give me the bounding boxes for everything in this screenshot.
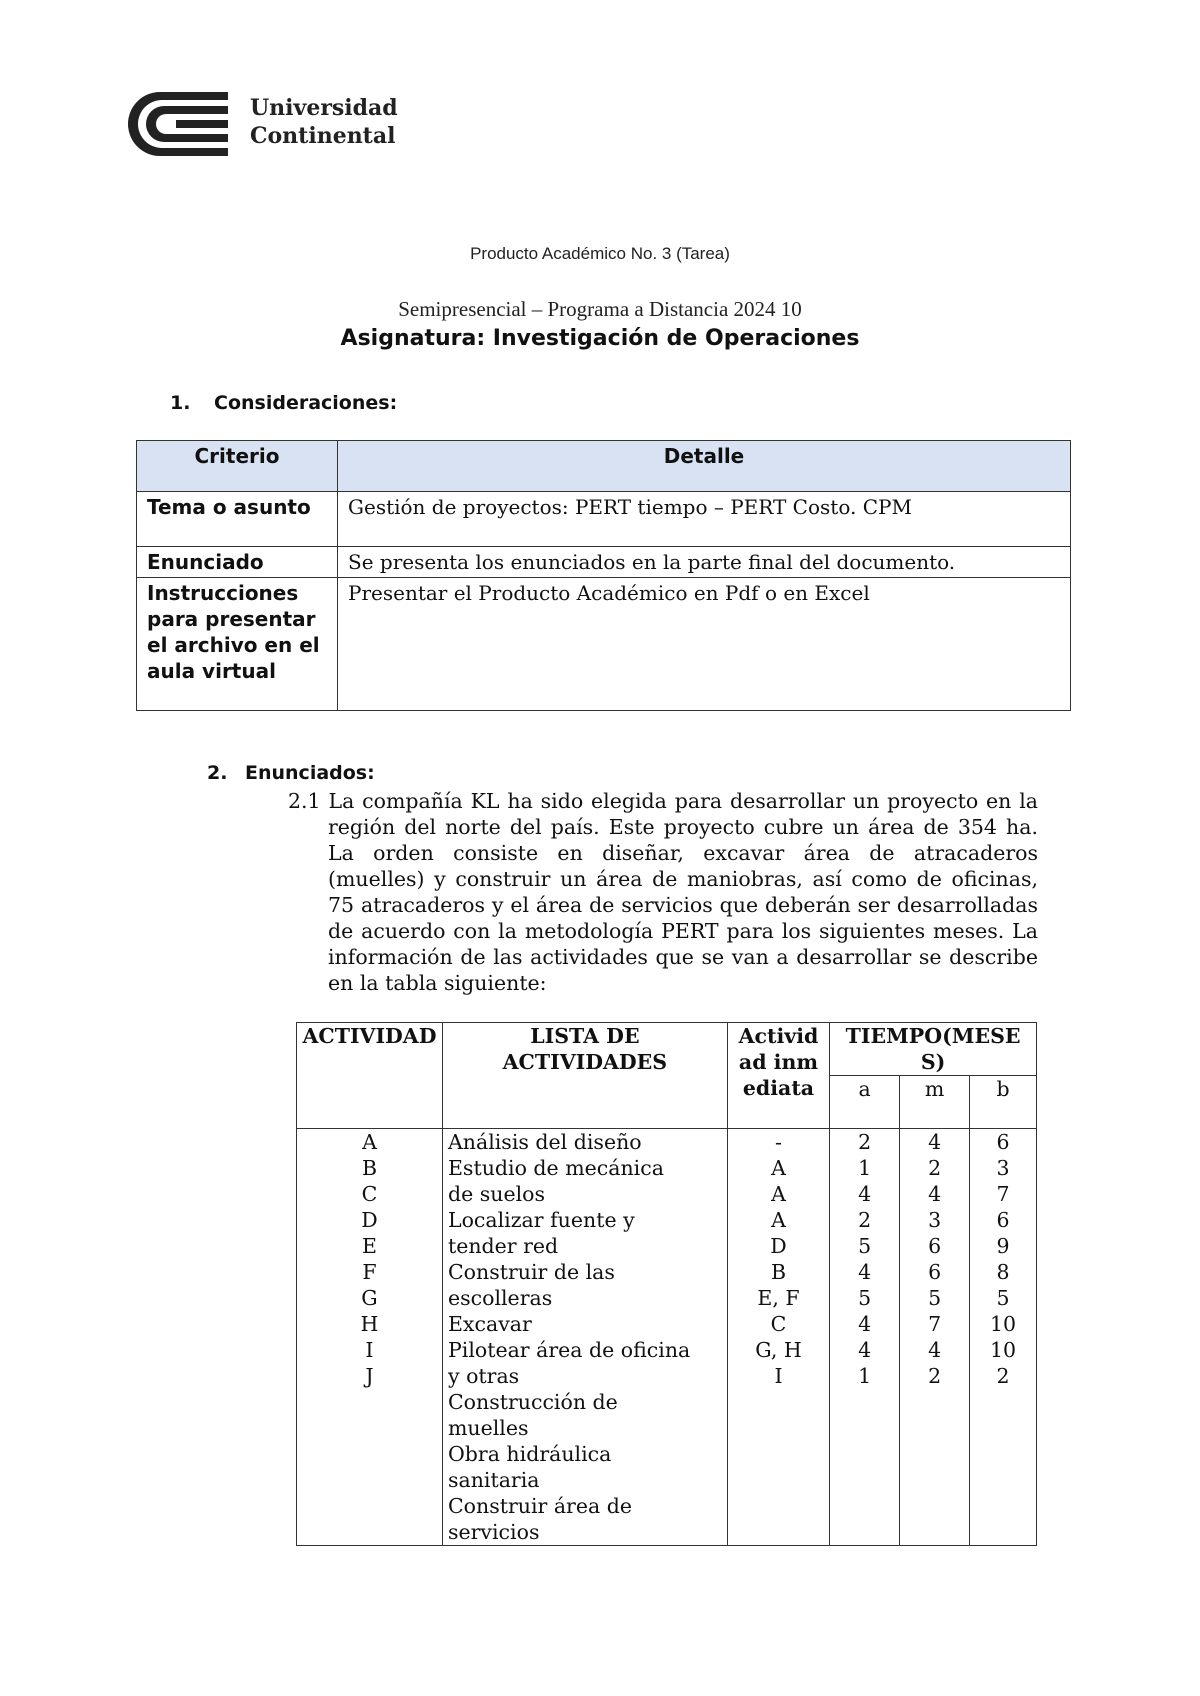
time-m-values — [900, 1129, 970, 1546]
logo-wordmark — [250, 94, 398, 150]
time-m: 6 — [928, 1260, 942, 1284]
time-m: 3 — [928, 1208, 942, 1232]
time-m: 4 — [928, 1130, 942, 1154]
time-a: 4 — [858, 1260, 872, 1284]
time-a: 4 — [858, 1182, 872, 1206]
time-a: 2 — [858, 1130, 872, 1154]
activity-name-line: Construir de las — [447, 1260, 615, 1284]
predecessor: D — [770, 1234, 787, 1258]
section-2-number: 2. — [207, 762, 228, 784]
activity-name-line: Excavar — [447, 1312, 532, 1336]
header-activity-list: LISTA DE ACTIVIDADES — [442, 1023, 727, 1129]
activity-id: C — [361, 1182, 378, 1206]
time-b: 6 — [996, 1208, 1010, 1232]
activity-name-line: Pilotear área de oficina — [447, 1338, 691, 1362]
problem-number: 2.1 — [288, 789, 321, 813]
time-m: 6 — [928, 1234, 942, 1258]
document-header: Producto Académico No. 3 (Tarea) — [470, 244, 730, 263]
considerations-table — [136, 440, 1071, 711]
table-row — [137, 547, 1071, 578]
header-criterio: Criterio — [137, 441, 338, 492]
criterion-cell: Enunciado — [137, 547, 338, 578]
header-time: TIEMPO(MESES) — [830, 1023, 1037, 1076]
time-a: 1 — [858, 1156, 872, 1180]
time-a: 2 — [858, 1208, 872, 1232]
time-b: 7 — [996, 1182, 1010, 1206]
time-a: 1 — [858, 1364, 872, 1388]
predecessor: E, F — [757, 1286, 800, 1310]
header-detalle: Detalle — [338, 441, 1071, 492]
header-a: a — [830, 1076, 900, 1129]
predecessor: C — [770, 1312, 787, 1336]
time-a-values — [830, 1129, 900, 1546]
time-a: 5 — [858, 1234, 872, 1258]
activity-name-line: y otras — [447, 1364, 520, 1388]
activity-name-line: tender red — [447, 1234, 559, 1258]
time-b: 5 — [996, 1286, 1010, 1310]
university-logo — [120, 88, 420, 164]
criterion-cell: Instrucciones para presentar el archivo en el aula virtual — [137, 578, 338, 711]
header-predecessor: Actividad inmediata — [727, 1023, 829, 1129]
section-1-title: Consideraciones: — [214, 392, 398, 414]
section-1-number: 1. — [170, 392, 191, 414]
time-m: 5 — [928, 1286, 942, 1310]
predecessor: G, H — [755, 1338, 802, 1362]
activity-id: G — [361, 1286, 378, 1310]
time-b: 2 — [996, 1364, 1010, 1388]
time-b: 10 — [989, 1338, 1017, 1362]
activity-name-line: Localizar fuente y — [447, 1208, 635, 1232]
header-b: b — [970, 1076, 1037, 1129]
table-row — [297, 1129, 1037, 1546]
time-a: 4 — [858, 1312, 872, 1336]
activity-name-line: Estudio de mecánica — [447, 1156, 664, 1180]
activity-id: E — [362, 1234, 377, 1258]
time-a: 5 — [858, 1286, 872, 1310]
activity-name-line: Análisis del diseño — [447, 1130, 642, 1154]
activity-id: A — [362, 1130, 377, 1154]
time-m: 7 — [928, 1312, 942, 1336]
time-b: 8 — [996, 1260, 1010, 1284]
time-m: 4 — [928, 1338, 942, 1362]
activity-name-line: escolleras — [447, 1286, 553, 1310]
header-m: m — [900, 1076, 970, 1129]
criterion-cell: Tema o asunto — [137, 492, 338, 547]
detail-cell: Gestión de proyectos: PERT tiempo – PERT Costo. CPM — [338, 492, 1071, 547]
section-2-title: Enunciados: — [245, 762, 375, 784]
activity-ids — [297, 1129, 443, 1546]
subject-title: Asignatura: Investigación de Operaciones — [340, 326, 860, 351]
activity-name-line: Construcción de — [447, 1390, 618, 1414]
predecessor: - — [775, 1130, 782, 1154]
time-m: 2 — [928, 1364, 942, 1388]
activity-name-line: sanitaria — [447, 1468, 540, 1492]
predecessors — [727, 1129, 829, 1546]
activity-name-line: muelles — [447, 1416, 529, 1440]
activities-table — [296, 1022, 1037, 1546]
logo-line-2: Continental — [250, 123, 396, 149]
time-b: 6 — [996, 1130, 1010, 1154]
time-m: 4 — [928, 1182, 942, 1206]
activity-id: D — [361, 1208, 378, 1232]
detail-cell: Se presenta los enunciados en la parte final del documento. — [338, 547, 1071, 578]
time-b: 10 — [989, 1312, 1017, 1336]
section-1-heading — [170, 392, 397, 414]
logo-mark-icon — [120, 88, 230, 160]
activity-id: I — [365, 1338, 374, 1362]
table-header-row — [297, 1023, 1037, 1076]
time-b: 3 — [996, 1156, 1010, 1180]
time-b: 9 — [996, 1234, 1010, 1258]
table-row — [137, 492, 1071, 547]
activity-id: B — [361, 1156, 378, 1180]
activity-id: H — [360, 1312, 379, 1336]
predecessor: A — [771, 1208, 786, 1232]
activity-name-line: Obra hidráulica — [447, 1442, 612, 1466]
problem-statement — [248, 788, 1038, 996]
time-m: 2 — [928, 1156, 942, 1180]
activity-name-line: de suelos — [447, 1182, 546, 1206]
logo-line-1: Universidad — [250, 95, 398, 121]
predecessor: A — [771, 1156, 786, 1180]
activity-id: J — [365, 1364, 374, 1388]
problem-text: La compañía KL ha sido elegida para desarrollar un proyecto en la región del norte del país. Este proyecto cubre un área de 354 ha. La orden consiste en diseñar, excavar área de atracaderos (muelles) y construir un área de maniobras, así como de oficinas, 75 atracaderos y el área de servicios que deberán ser desarrolladas de acuerdo con la metodología PERT para los siguientes meses. La información de las actividades que se van a desarrollar se describe en la tabla siguiente: — [328, 789, 1038, 995]
table-header-row — [137, 441, 1071, 492]
section-2-heading — [207, 762, 375, 784]
activity-names — [442, 1129, 727, 1546]
predecessor: A — [771, 1182, 786, 1206]
detail-cell: Presentar el Producto Académico en Pdf o en Excel — [338, 578, 1071, 711]
time-b-values — [970, 1129, 1037, 1546]
activity-name-line: servicios — [447, 1520, 540, 1544]
modality-line: Semipresencial – Programa a Distancia 2024 10 — [398, 297, 802, 321]
predecessor: I — [774, 1364, 783, 1388]
header-activity: ACTIVIDAD — [297, 1023, 443, 1129]
activity-name-line: Construir área de — [447, 1494, 632, 1518]
activity-id: F — [362, 1260, 377, 1284]
time-a: 4 — [858, 1338, 872, 1362]
predecessor: B — [770, 1260, 787, 1284]
table-row — [137, 578, 1071, 711]
